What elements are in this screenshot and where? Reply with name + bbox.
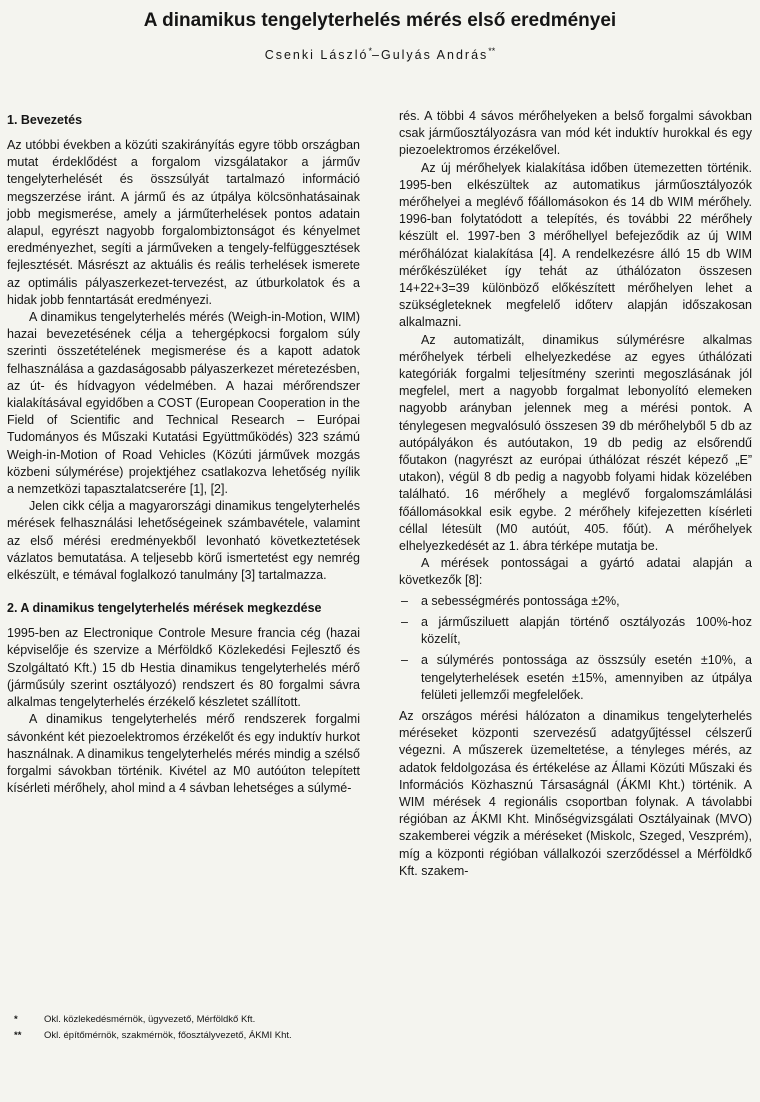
author-second-footnote-mark: ** bbox=[488, 46, 496, 56]
list-item-text: a sebességmérés pontossága ±2%, bbox=[421, 593, 620, 608]
paragraph: rés. A többi 4 sávos mérőhelyeken a belső forgalmi sávokban csak járműosztályozásra van mód két induktív hurokkal és egy piezoelektromos érzékelővel. bbox=[399, 109, 752, 158]
paragraph: Az automatizált, dinamikus súlymérésre alkalmas mérőhelyek térbeli elhelyezkedése az egyes úthálózati kategóriák forgalmi teljesítmény szerinti megoszlásának jól megfelel, mert a nagyobb forgalmat lebonyolító elemeken nagyobb arányban jelennek meg a mérési pontok. A ténylegesen megvalósuló összesen 39 db mérőhelyből 5 db az autópályákon és autóutakon, 19 db pedig az elsőrendű főutakon (nagyrészt az európai úthálózat részét képező „E” utakon), végül 8 db pedig a nagyobb folyami hidak közelében található. 16 mérőhely a meglévő forgalomszámlálási főállomásokkal esik egybe. 2 mérőhely kifejezetten kísérleti céllal létesült (M0 autóút, 405. főút). A mérőhelyek elhelyezkedését az 1. ábra térképe mutatja be. bbox=[399, 332, 752, 554]
footnote bbox=[14, 1028, 374, 1044]
section-heading-introduction: 1. Bevezetés bbox=[7, 113, 83, 127]
author-first: Csenki László bbox=[264, 48, 369, 63]
footnote-mark: * bbox=[14, 1014, 18, 1025]
footnote-text: Okl. építőmérnök, szakmérnök, főosztályvezető, ÁKMI Kht. bbox=[44, 1030, 292, 1041]
list-dash: – bbox=[401, 653, 408, 668]
footnote-text: Okl. közlekedésmérnök, ügyvezető, Mérföldkő Kft. bbox=[44, 1014, 256, 1025]
author-line bbox=[0, 46, 760, 62]
author-separator: – bbox=[372, 48, 381, 63]
article-title: A dinamikus tengelyterhelés mérés első eredményei bbox=[143, 10, 617, 31]
footnotes bbox=[14, 1012, 374, 1044]
paragraph: Az új mérőhelyek kialakítása időben ütemezetten történik. 1995-ben elkészültek az automatikus járműosztályozók mérőhelyei a meglévő főállomásokon és 14 db WIM mérőhely. 1996-ban folytatódott a telepítés, és további 22 mérőhely készült el. 1997-ben 3 mérőhellyel befejeződik az új WIM mérőhálózat kialakítása [4]. A rendelkezésre álló 15 db WIM mérőkészüléket így tehát az úthálózaton összesen 14+22+3=39 különböző előkészített mérőhelyen lehet a szükségleteknek megfelelő időterv alapján időszakosan alkalmazni. bbox=[399, 160, 752, 330]
paragraph: Az utóbbi években a közúti szakirányítás egyre több országban mutat érdeklődést a forgalom vizsgálatakor a járműv tengelyterhelését és összsúlyát tartalmazó információ megszerzése iránt. A jármű és az útpálya kölcsönhatásainak jobb megismerése, amely a járműterhelések pontos adatain alapul, egyrészt nagyobb forgalombiztonságot és kényelmet eredményezhet, segíti a járműveken a tengely-felfüggesztések fejlesztését. Másrészt az aktuális és reális terhelések ismerete az optimális pályaszerkezet-tervezést, az útburkolatok és a hidak jobb fenntartását eredményezi. bbox=[7, 138, 360, 307]
paragraph: Az országos mérési hálózaton a dinamikus tengelyterhelés méréseket központi szervezésű adatgyűjtéssel célszerű végezni. A műszerek üzemeltetése, a tényleges mérés, az adatok feldolgozása és értékelése az Állami Közúti Műszaki és Információs Közhasznú Társaságnál (ÁKMI Kht.) történik. A WIM mérések 4 regionális csoportban folynak. A távolabbi régióban az ÁKMI Kht. Minőségvizsgálati Osztályainak (MVO) szakemberei végzik a méréseket (Miskolc, Szeged, Veszprém), míg a központi régióban vállalkozói szerződéssel a Mérföldkő Kft. szakem- bbox=[399, 708, 752, 878]
list-item bbox=[399, 593, 752, 610]
author-first-footnote-mark: * bbox=[368, 46, 373, 56]
list-item bbox=[399, 614, 752, 648]
accuracy-list bbox=[399, 593, 752, 704]
paragraph: Jelen cikk célja a magyarországi dinamikus tengelyterhelés mérések felhasználási lehetőségeinek számbavétele, valamint az első mérési eredményekből levonható következtetések vázlatos bemutatása. A teljesebb körű ismertetést egy nemrég elkészült, e témával foglalkozó tanulmány [3] tartalmazza. bbox=[7, 499, 360, 583]
list-item bbox=[399, 652, 752, 704]
section-heading-start: 2. A dinamikus tengelyterhelés mérések megkezdése bbox=[7, 601, 322, 616]
left-column bbox=[7, 112, 360, 797]
list-item-text: a súlymérés pontossága az összsúly esetén ±10%, a tengelyterhelések esetén ±15%, amennyiben az útpálya felületi jellemzői megfelelőek. bbox=[421, 653, 752, 702]
author-second: Gulyás András bbox=[380, 48, 489, 63]
footnote-mark: ** bbox=[14, 1030, 22, 1041]
paragraph: 1995-ben az Electronique Controle Mesure francia cég (hazai képviselője és szervize a Mérföldkő Közlekedési Fejlesztő és Szolgáltató Kft.) 15 db Hestia dinamikus tengelyterhelés mérő (járműsúly szerint osztályozó) rendszert és 80 forgalmi sávra alkalmas tengelyterhelés érzékelő készletet szállított. bbox=[7, 626, 360, 710]
list-dash: – bbox=[401, 593, 408, 608]
paragraph: A dinamikus tengelyterhelés mérő rendszerek forgalmi sávonként két piezoelektromos érzékelőt és egy induktív hurkot használnak. A dinamikus tengelyterhelés mérés mindig a szélső forgalmi sávokban történik. Kivétel az M0 autóúton telepített kísérleti mérőhely, ahol mind a 4 sávban lehetséges a súlymé- bbox=[7, 712, 360, 796]
paragraph: A mérések pontosságai a gyártó adatai alapján a következők [8]: bbox=[399, 556, 752, 588]
footnote bbox=[14, 1012, 374, 1028]
paragraph: A dinamikus tengelyterhelés mérés (Weigh-in-Motion, WIM) hazai bevezetésének célja a tehergépkocsi forgalom súly szerinti összetételének megismerése és a kapott adatok felhasználása a gazdaságosabb pályaszerkezet méretezésben, az út- és hídvagyon védelmében. A hazai mérőrendszer kialakításával egyidőben a COST (European Cooperation in the Field of Scientific and Technical Research – Európai Tudományos és Műszaki Kutatási Együttműködés) 323 számú Weigh-in-Motion of Road Vehicles (Közúti járművek mozgás közbeni súlymérése) projektjéhez csatlakozva lehetőség nyílik a nemzetközi tapasztalatcserére [1], [2]. bbox=[7, 310, 360, 497]
list-item-text: a járműsziluett alapján történő osztályozás 100%-hoz közelít, bbox=[421, 614, 752, 647]
list-dash: – bbox=[401, 614, 408, 629]
right-column bbox=[399, 108, 752, 880]
